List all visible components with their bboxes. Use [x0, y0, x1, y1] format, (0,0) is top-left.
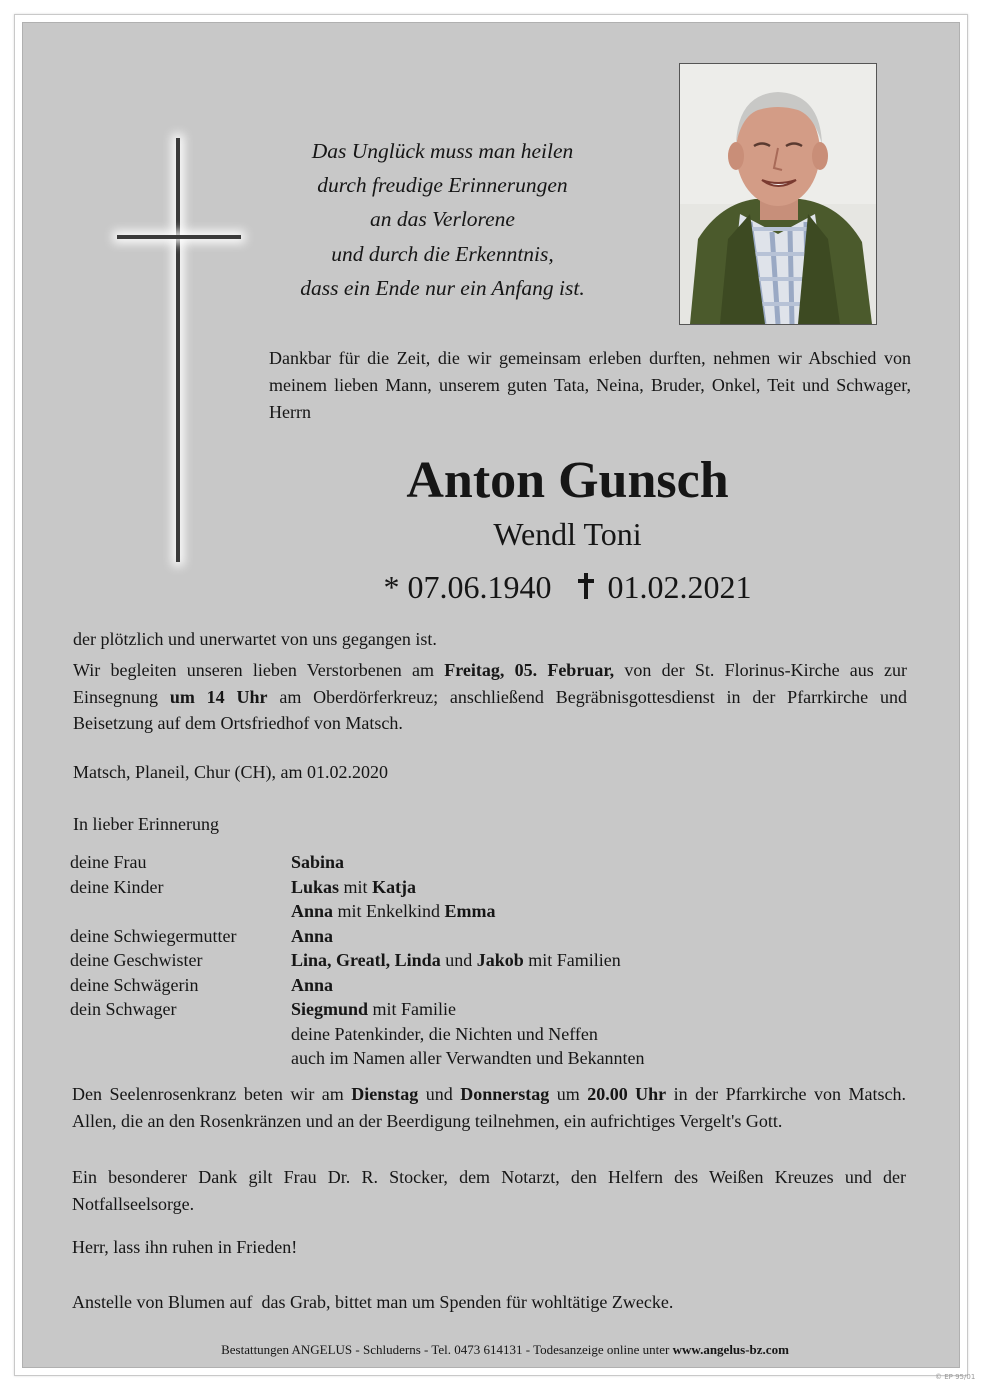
quote-line: Das Unglück muss man heilen	[311, 139, 574, 163]
funeral-date: Freitag, 05. Februar,	[444, 660, 615, 680]
deceased-name: Anton Gunsch	[406, 452, 729, 509]
family-name: Lukas	[291, 876, 340, 897]
family-connector: mit Familien	[523, 950, 621, 970]
quote-line: dass ein Ende nur ein Anfang ist.	[300, 275, 585, 300]
family-entry	[291, 924, 333, 949]
memorial-quote	[270, 134, 615, 305]
death-cross-icon	[578, 573, 594, 599]
family-connector: und	[440, 950, 477, 970]
quote-line: an das Verlorene	[370, 207, 515, 232]
funeral-time: um 14 Uhr	[169, 686, 268, 707]
family-name: Anna	[291, 974, 334, 995]
rosary-time: 20.00 Uhr	[587, 1084, 667, 1104]
family-name: Sabina	[291, 852, 345, 872]
memory-line: In lieber Erinnerung	[73, 814, 219, 834]
family-name: Jakob	[476, 950, 524, 970]
rosary-day: Donnerstag	[460, 1084, 550, 1104]
family-name: Emma	[444, 901, 496, 921]
print-code: © EP 95/01	[935, 1373, 976, 1381]
family-name: Lina, Greatl, Linda	[291, 950, 441, 970]
family-entry: deine Patenkinder, die Nichten und Neffen	[291, 1023, 598, 1044]
cross-icon-vertical	[176, 138, 180, 562]
portrait-illustration	[680, 64, 876, 324]
family-label: deine Schwiegermutter	[70, 925, 237, 946]
donations-line: Anstelle von Blumen auf das Grab, bittet man um Spenden für wohltätige Zwecke.	[72, 1292, 674, 1312]
family-name: Anna	[291, 925, 334, 946]
family-entry	[291, 850, 344, 875]
death-date: 01.02.2021	[607, 569, 752, 605]
rosary-text: und	[418, 1084, 461, 1104]
funeral-paragraph	[73, 657, 907, 737]
quote-line: und durch die Erkenntnis,	[331, 241, 554, 266]
family-label: deine Kinder	[70, 876, 164, 897]
family-connector: mit Enkelkind	[333, 901, 445, 921]
family-connector: mit Familie	[368, 999, 457, 1019]
footer-link[interactable]: www.angelus-bz.com	[672, 1342, 789, 1357]
rosary-text: um	[549, 1084, 588, 1104]
family-entry	[291, 948, 621, 973]
intro-text: Dankbar für die Zeit, die wir gemeinsam erleben durften, nehmen wir Abschied von meinem lieben Mann, unserem guten Tata, Neina, Bruder, Onkel, Teit und Schwager, Herrn	[269, 348, 911, 422]
deceased-nickname: Wendl Toni	[493, 516, 642, 552]
thanks-paragraph: Ein besonderer Dank gilt Frau Dr. R. Stocker, dem Notarzt, den Helfern des Weißen Kreuzes und der Notfallseelsorge.	[72, 1167, 906, 1214]
prayer-line: Herr, lass ihn ruhen in Frieden!	[72, 1237, 298, 1257]
funeral-text: von der St. Florinus-Kirche aus zur Einsegnung	[73, 660, 908, 707]
life-dates	[300, 565, 835, 609]
rosary-paragraph	[72, 1081, 906, 1134]
family-label: deine Schwägerin	[70, 974, 199, 995]
place-date: Matsch, Planeil, Chur (CH), am 01.02.2020	[73, 762, 388, 782]
family-label: dein Schwager	[70, 999, 177, 1019]
family-label: deine Geschwister	[70, 950, 203, 970]
family-name: Anna	[291, 901, 334, 921]
quote-line: durch freudige Erinnerungen	[317, 173, 568, 198]
family-entry: auch im Namen aller Verwandten und Bekannten	[291, 1048, 645, 1068]
passed-line: der plötzlich und unerwartet von uns gegangen ist.	[73, 629, 437, 649]
family-connector: mit	[339, 876, 373, 897]
cross-icon-horizontal	[117, 235, 241, 239]
family-label: deine Frau	[70, 852, 147, 872]
family-name: Siegmund	[291, 999, 369, 1019]
birth-symbol: *	[383, 569, 400, 605]
footer	[70, 1341, 940, 1359]
birth-date: 07.06.1940	[407, 569, 552, 605]
funeral-text: am Oberdörferkreuz; anschließend Begräbnisgottesdienst in der Pfarrkirche und Beisetzung auf dem Ortsfriedhof von Matsch.	[73, 686, 907, 733]
rosary-day: Dienstag	[351, 1084, 419, 1104]
family-name: Katja	[372, 876, 417, 897]
footer-text: Bestattungen ANGELUS - Schluderns - Tel. 0473 614131 - Todesanzeige online unter	[221, 1342, 673, 1357]
rosary-text: Den Seelenrosenkranz beten wir am	[72, 1084, 352, 1104]
family-entry	[291, 875, 416, 900]
portrait-photo	[679, 63, 877, 325]
family-entry	[291, 899, 496, 924]
family-entry	[291, 973, 333, 998]
family-entry	[291, 997, 456, 1022]
rosary-text: in der Pfarrkirche von Matsch. Allen, die an den Rosenkränzen und an der Beerdigung teilnehmen, ein aufrichtiges Vergelt's Gott.	[72, 1084, 906, 1131]
funeral-text: Wir begleiten unseren lieben Verstorbenen am	[73, 660, 445, 680]
